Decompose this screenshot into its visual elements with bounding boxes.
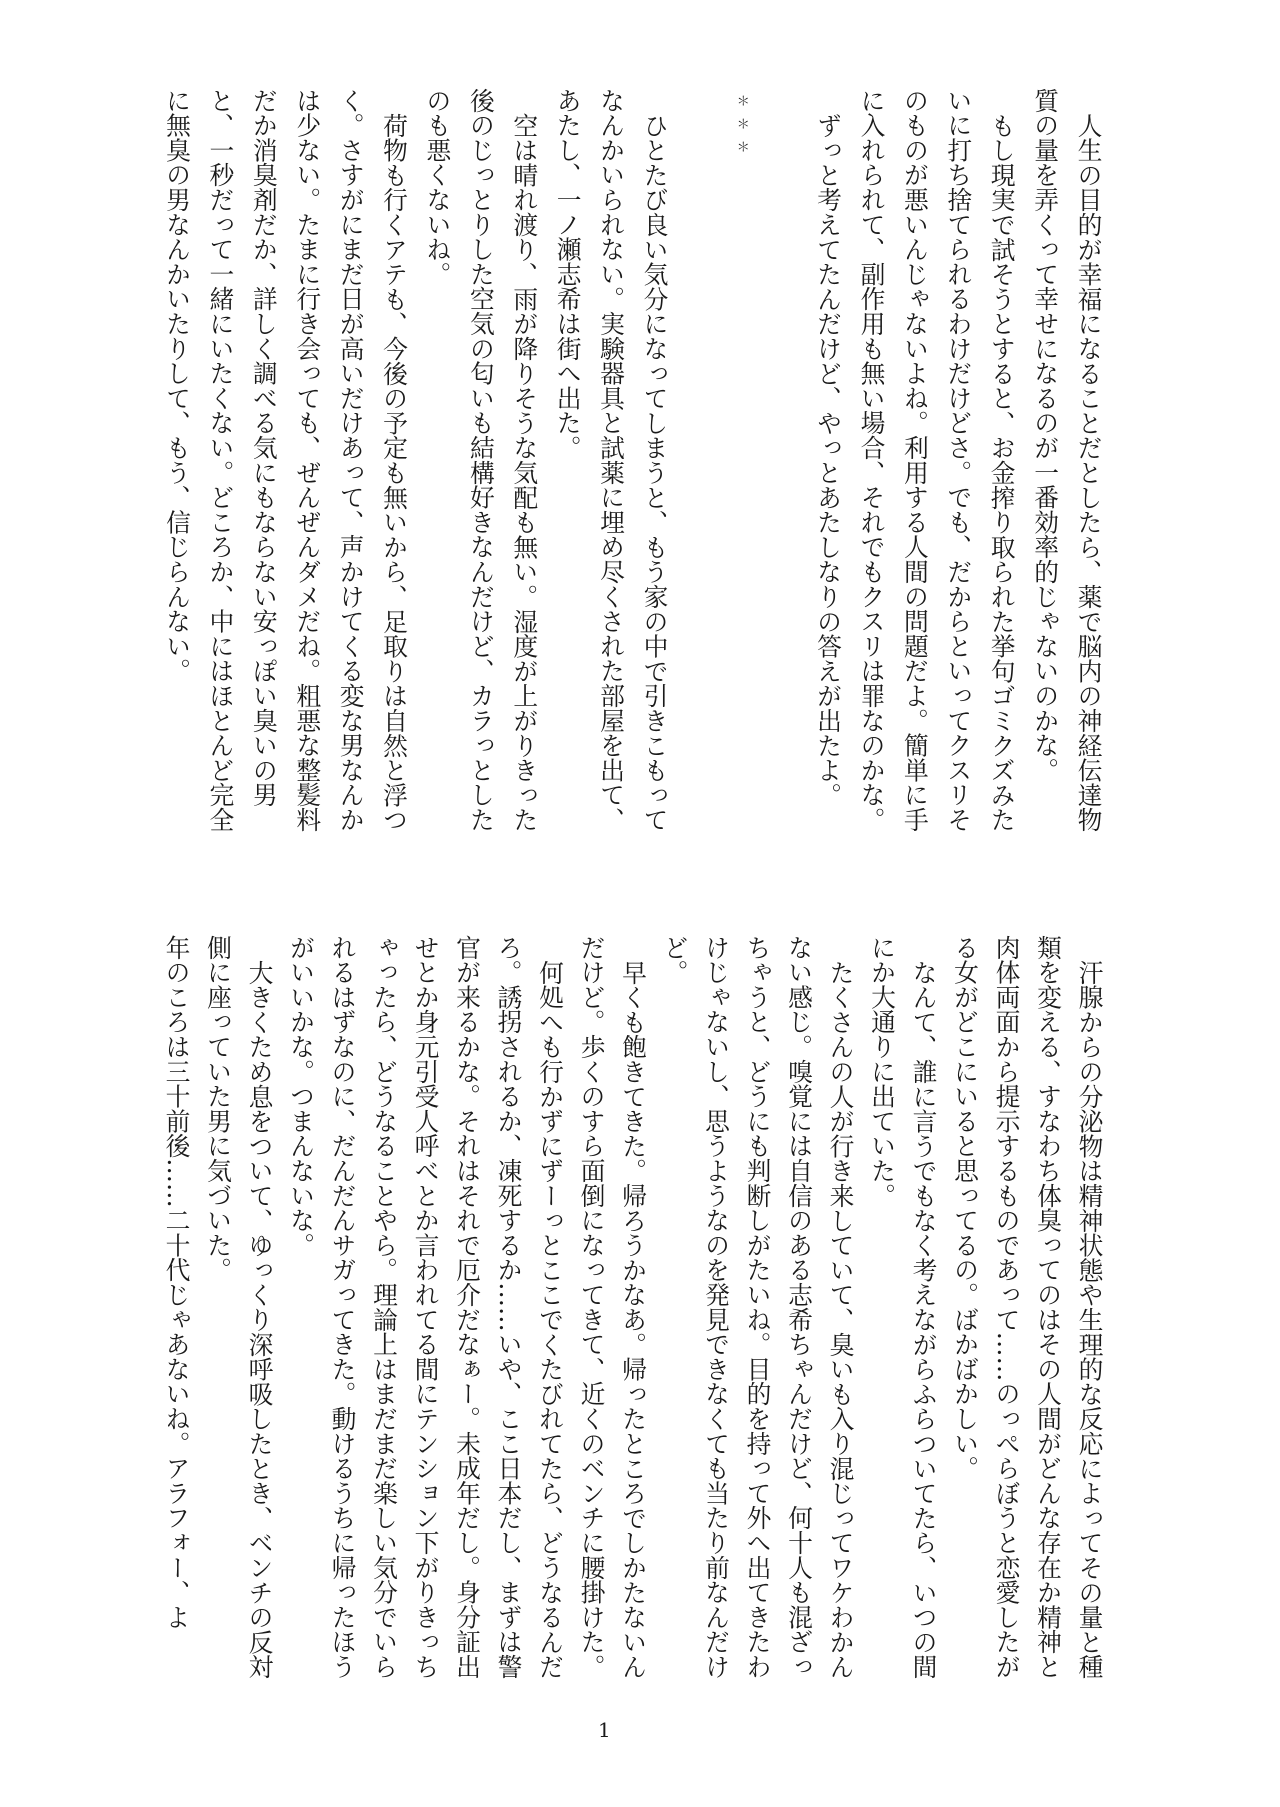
blank-line <box>676 88 719 838</box>
blank-line <box>763 88 806 838</box>
paragraph: 何処へも行かずにずーっとここでくたびれてたら、どうなるんだろ。誘拐されるか、凍死するか……いや、ここ日本だし、まずは警官が来るかな。それはそれで厄介だなぁー。未成年だし。身分証出せとか身元引受人呼べとか言われてる間にテンション下がりきっちゃったら、どうなることやら。理論上はまだまだ楽しい気分でいられるはずなのに、だんだんサガってきた。動けるうちに帰ったほうがいいかな。つまんないな。 <box>286 935 565 1679</box>
paragraph: たくさんの人が行き来していて、臭いも入り混じってワケわかんない感じ。嗅覚には自信のある志希ちゃんだけど、何十人も混ざっちゃうと、どうにも判断しがたいね。目的を持って外へ出てきたわけじゃないし、思うようなのを発見できなくても当たり前なんだけど。 <box>660 935 855 1679</box>
paragraph: 汗腺からの分泌物は精神状態や生理的な反応によってその量と種類を変える、すなわち体臭ってのはその人間がどんな存在か精神と肉体両面から提示するものであって……のっぺらぼうと恋愛したがる女がどこにいると思ってるの。ばかばかしい。 <box>950 935 1104 1679</box>
paragraph: 年のころは三十前後……二十代じゃあないね。アラフォー、よ <box>162 935 191 1630</box>
bottom-text-block <box>156 935 1111 1685</box>
paragraph: もし現実で試そうとすると、お金搾り取られた挙句ゴミクズみたいに打ち捨てられるわけだけどさ。でも、だからといってクスリそのものが悪いんじゃないよね。利用する人間の問題だよ。簡単に手に入れられて、副作用も無い場合、それでもクスリは罪なのかな。 <box>856 88 1017 832</box>
scene-separator: ＊＊＊ <box>733 94 749 163</box>
paragraph: なんて、誰に言うでもなく考えながらふらついてたら、いつの間にか大通りに出ていた。 <box>867 935 938 1679</box>
paragraph: 早くも飽きてきた。帰ろうかなあ。帰ったところでしかたないんだけど。歩くのすら面倒になってきて、近くのベンチに腰掛けた。 <box>577 935 648 1679</box>
top-text-block <box>155 88 1110 838</box>
paragraph: ずっと考えてたんだけど、やっとあたしなりの答えが出たよ。 <box>813 112 843 808</box>
page-number: 1 <box>598 1718 611 1742</box>
paragraph: 人生の目的が幸福になることだとしたら、薬で脳内の神経伝達物質の量を弄くって幸せになるのが一番効率的じゃないのかな。 <box>1030 88 1103 832</box>
paragraph: 大きくため息をついて、ゆっくり深呼吸したとき、ベンチの反対側に座っていた男に気づいた。 <box>203 935 274 1679</box>
paragraph: 空は晴れ渡り、雨が降りそうな気配も無い。湿度が上がりきった後のじっとりした空気の匂いも結構好きなんだけど、カラっとしたのも悪くないね。 <box>422 88 539 832</box>
paragraph: ひとたび良い気分になってしまうと、もう家の中で引きこもってなんかいられない。実験器具と試薬に埋め尽くされた部屋を出て、あたし、一ノ瀬志希は街へ出た。 <box>553 88 669 832</box>
paragraph: 荷物も行くアテも、今後の予定も無いから、足取りは自然と浮つく。さすがにまだ日が高いだけあって、声かけてくる変な男なんかは少ない。たまに行き会っても、ぜんぜんダメだね。粗悪な整髪料だか消臭剤だか、詳しく調べる気にもならない安っぽい臭いの男と、一秒だって一緒にいたくない。どころか、中にはほとんど完全に無臭の男なんかいたりして、もう、信じらんない。 <box>162 88 409 832</box>
